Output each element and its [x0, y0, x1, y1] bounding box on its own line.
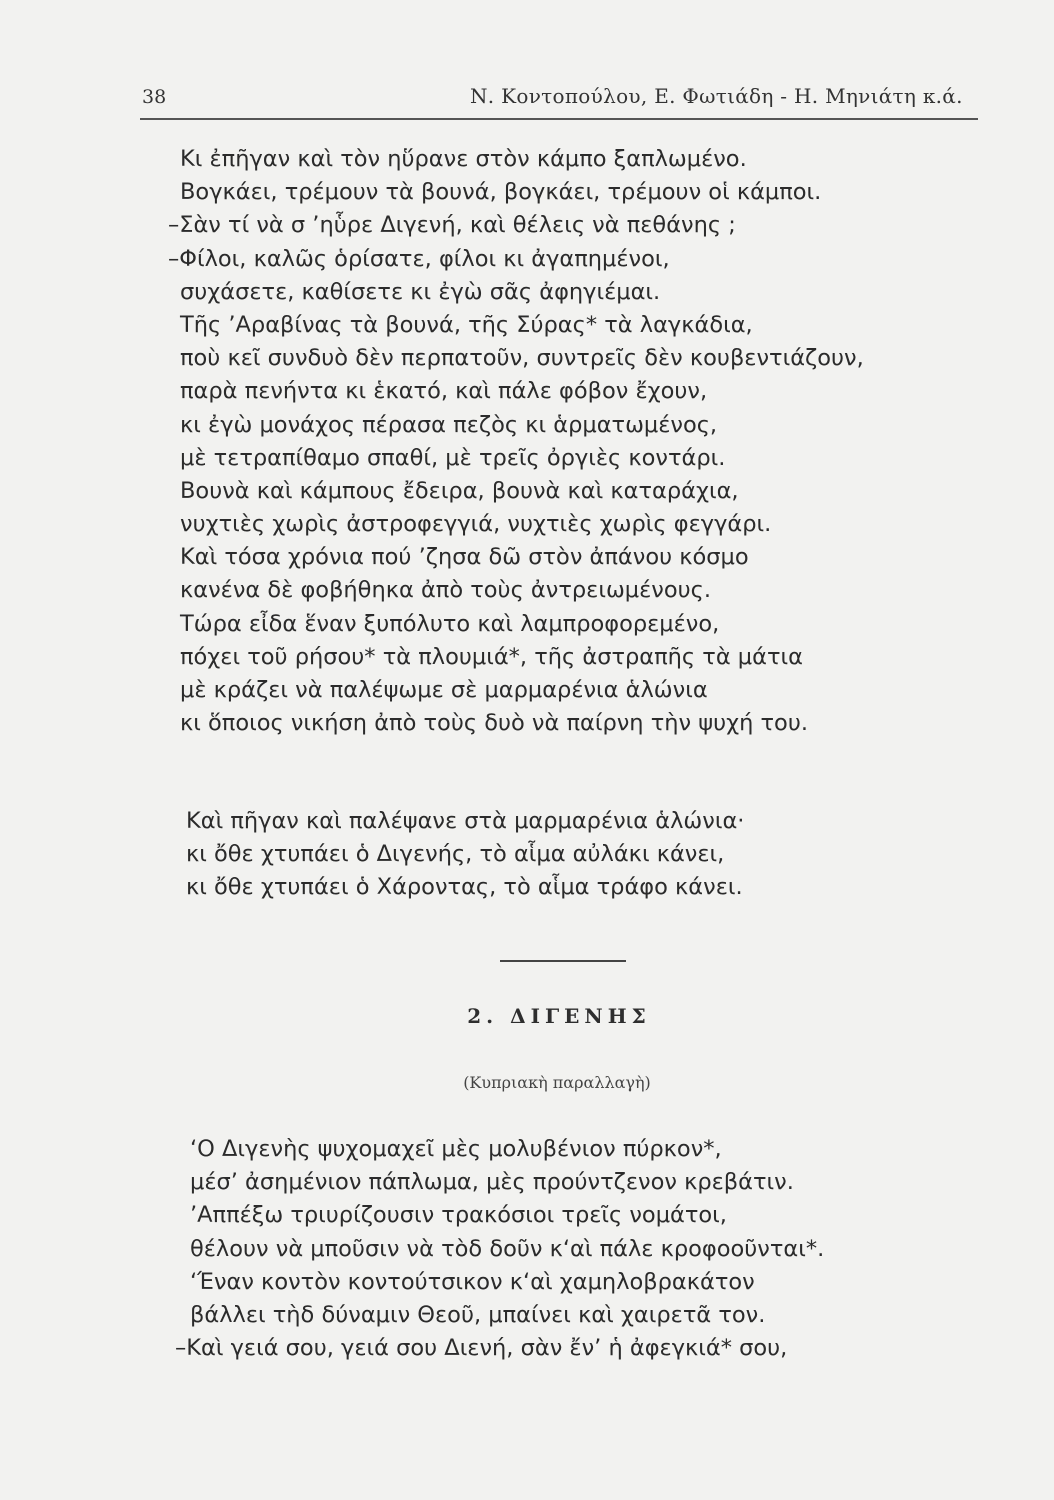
section-subtitle: (Κυπριακὴ παραλλαγὴ): [463, 1073, 651, 1092]
verse-line: Καὶ τόσα χρόνια πού ’ζησα δῶ στὸν ἀπάνου κόσμο: [180, 544, 749, 571]
verse-line: ποὺ κεῖ συνδυὸ δὲν περπατοῦν, συντρεῖς δὲν κουβεντιάζουν,: [180, 345, 864, 372]
verse-line: θέλουν νὰ μποῦσιν νὰ τὸδ δοῦν κ‘αὶ πάλε κροφοοῦνται*.: [190, 1235, 825, 1262]
verse-line: μὲ τετραπίθαμο σπαθί, μὲ τρεῖς ὀργιὲς κοντάρι.: [180, 444, 726, 471]
section-title: 2. ΔΙΓΕΝΗΣ: [467, 1004, 651, 1028]
verse-line: ‘Έναν κοντὸν κοντούτσικον κ‘αὶ χαμηλοβρακάτον: [190, 1268, 755, 1295]
poem-stanza-1: [168, 143, 864, 740]
verse-line: κι ὄθε χτυπάει ὁ Χάροντας, τὸ αἷμα τράφο κάνει.: [186, 874, 743, 901]
verse-line: –Φίλοι, καλῶς ὁρίσατε, φίλοι κι ἀγαπημένοι,: [168, 245, 670, 272]
verse-line: πόχει τοῦ ρήσου* τὰ πλουμιά*, τῆς ἀστραπῆς τὰ μάτια: [180, 643, 803, 670]
verse-line: Καὶ πῆγαν καὶ παλέψανε στὰ μαρμαρένια ἁλώνια·: [186, 808, 745, 834]
verse-line: μέσ’ ἀσημένιον πάπλωμα, μὲς προύντζενον κρεβάτιν.: [190, 1169, 794, 1196]
poem-stanza-3: [175, 1133, 825, 1365]
verse-line: Βογκάει, τρέμουν τὰ βουνά, βογκάει, τρέμουν οἱ κάμποι.: [180, 179, 822, 206]
page-number: 38: [142, 86, 167, 108]
verse-line: Τῆς ’Αραβίνας τὰ βουνά, τῆς Σύρας* τὰ λαγκάδια,: [180, 311, 753, 338]
verse-line: Βουνὰ καὶ κάμπους ἔδειρα, βουνὰ καὶ καταράχια,: [180, 477, 739, 504]
verse-line: ‘Ο Διγενὴς ψυχομαχεῖ μὲς μολυβένιον πύρκον*,: [190, 1136, 722, 1162]
verse-line: –Καὶ γειά σου, γειά σου Διενή, σὰν ἔν’ ἡ ἀφεγκιά* σου,: [175, 1335, 788, 1362]
verse-line: νυχτιὲς χωρὶς ἀστροφεγγιά, νυχτιὲς χωρὶς φεγγάρι.: [180, 511, 772, 538]
verse-line: κι ἐγὼ μονάχος πέρασα πεζὸς κι ἁρματωμένος,: [180, 411, 718, 438]
verse-line: Τώρα εἶδα ἕναν ξυπόλυτο καὶ λαμπροφορεμένο,: [180, 610, 720, 637]
verse-line: –Σὰν τί νὰ σ ’ηὗρε Διγενή, καὶ θέλεις νὰ πεθάνης ;: [168, 212, 736, 239]
verse-line: παρὰ πενήντα κι ἑκατό, καὶ πάλε φόβον ἔχουν,: [180, 378, 708, 405]
header-rule: [140, 118, 978, 120]
verse-line: ’Αππέξω τριυρίζουσιν τρακόσιοι τρεῖς νομάτοι,: [190, 1202, 727, 1229]
verse-line: μὲ κράζει νὰ παλέψωμε σὲ μαρμαρένια ἁλώνια: [180, 677, 708, 703]
poem-stanza-2: [186, 805, 744, 905]
verse-line: Κι ἐπῆγαν καὶ τὸν ηὕρανε στὸν κάμπο ξαπλωμένο.: [180, 146, 747, 172]
verse-line: βάλλει τὴδ δύναμιν Θεοῦ, μπαίνει καὶ χαιρετᾶ τον.: [190, 1301, 766, 1328]
verse-line: κι ὄθε χτυπάει ὁ Διγενής, τὸ αἷμα αὐλάκι κάνει,: [186, 841, 725, 868]
verse-line: κι ὅποιος νικήση ἀπὸ τοὺς δυὸ νὰ παίρνη τὴν ψυχή του.: [180, 710, 808, 737]
section-separator: [500, 960, 626, 962]
running-head: Ν. Κοντοπούλου, Ε. Φωτιάδη - Η. Μηνιάτη κ.ά.: [470, 84, 963, 108]
verse-line: συχάσετε, καθίσετε κι ἐγὼ σᾶς ἀφηγιέμαι.: [180, 278, 661, 305]
verse-line: κανένα δὲ φοβήθηκα ἀπὸ τοὺς ἀντρειωμένους.: [180, 577, 711, 604]
